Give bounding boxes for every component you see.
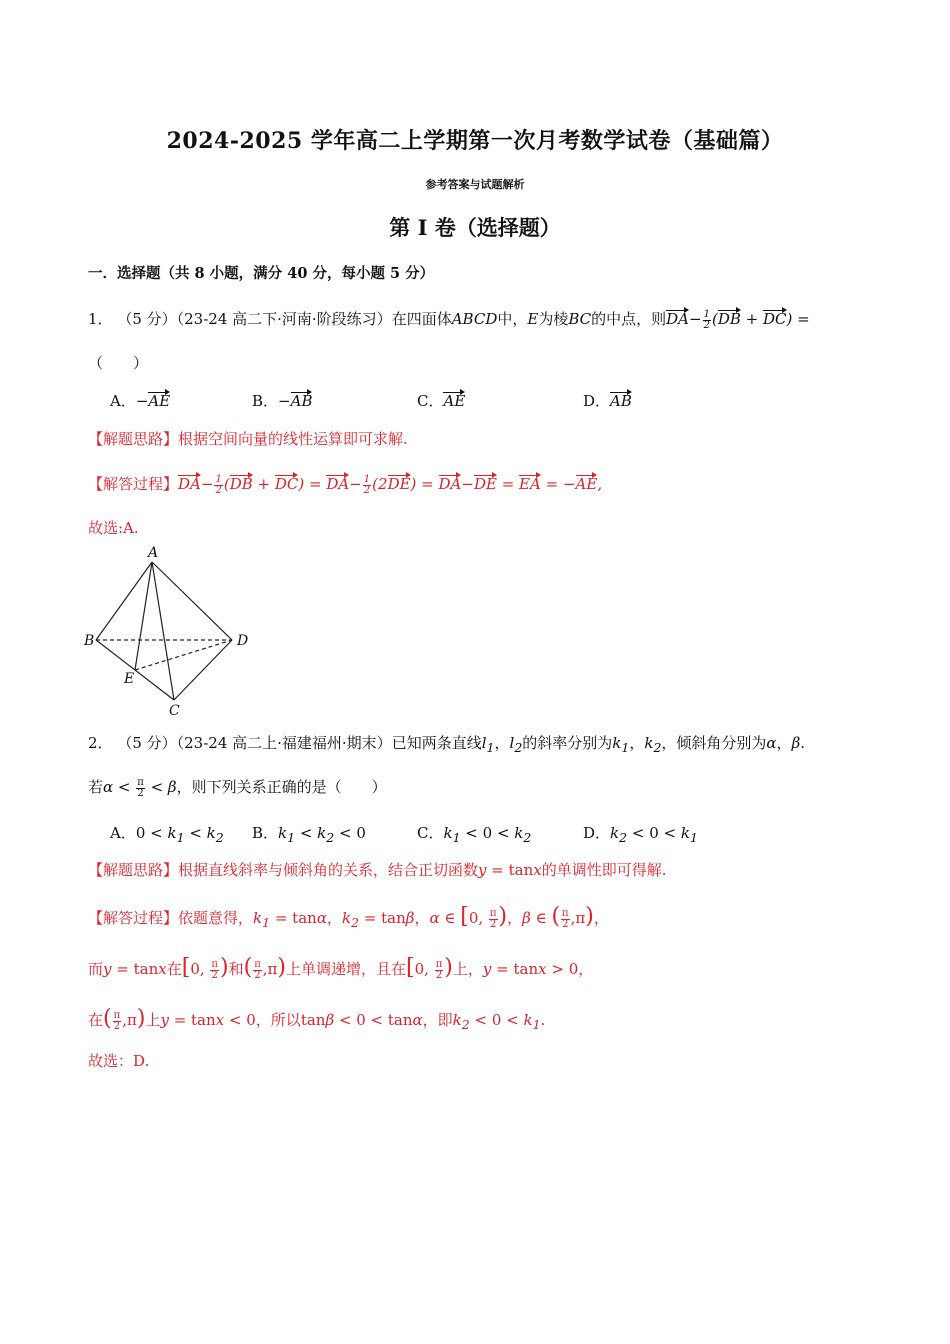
q1-idea	[88, 428, 408, 449]
q2-option-d: D．$k_2 < 0 < k_1$	[583, 824, 698, 845]
process-text: ，即	[422, 1011, 453, 1029]
idea-text: 根据直线斜率与倾斜角的关系，结合正切函数	[178, 861, 479, 879]
q2-process: 【解答过程】依题意得，$k_1 = \tan\alpha$，$k_2 = \tan\beta$，α ∈ [0, $\frac{\pi}{2}$ )，β ∈ ( $\frac{\pi}{2}$ ,π)，	[88, 904, 609, 930]
q2-stem-text: 若	[88, 778, 104, 796]
process-text: 在	[166, 960, 182, 978]
q2-process-3: 在( $\frac{\pi}{2}$ ,π)上y = tanx < 0，所以tanβ < 0 < tanα，即$k_2 < 0 < k_1$.	[88, 1006, 546, 1032]
process-label: 【解答过程】	[88, 909, 179, 927]
q1-point-e: E	[527, 310, 539, 328]
q1-stem-text: 中，	[497, 310, 528, 328]
option-label: B．	[252, 824, 279, 842]
q1-tetra-name: ABCD	[451, 310, 498, 328]
page-title: 2024-2025 学年高二上学期第一次月考数学试卷（基础篇）	[166, 128, 784, 154]
q2-answer: 故选：D.	[88, 1052, 150, 1070]
q2-stem-text: 已知两条直线	[391, 734, 482, 752]
option-label: D．	[583, 392, 611, 410]
edge-ac	[152, 562, 174, 700]
q1-option-c: C．AE	[417, 392, 466, 410]
q2-option-a: A．$0 < k_1 < k_2$	[110, 824, 224, 845]
q1-paren: （ ）	[88, 354, 149, 372]
option-label: A．	[110, 392, 136, 410]
q2-process-2: 而y = tanx在[0, $\frac{\pi}{2}$ )和( $\frac{\pi}{2}$ ,π)上单调递增，且在[0, $\frac{\pi}{2}$ )上，y = tanx > 0，	[88, 955, 594, 981]
label-a: A	[148, 545, 159, 561]
label-c: C	[169, 703, 180, 719]
process-text: 在	[88, 1011, 104, 1029]
edge-ab	[96, 562, 152, 640]
q2-stem-2: 若α < $\frac{\pi}{2}$ < β，则下列关系正确的是（ ）	[88, 776, 387, 799]
process-text: 上，	[452, 960, 483, 978]
process-text: 而	[88, 960, 104, 978]
process-text: 上单调递增，且在	[286, 960, 407, 978]
idea-label: 【解题思路】	[88, 430, 179, 448]
process-text: ，所以	[255, 1011, 301, 1029]
idea-text: 的单调性即可得解.	[541, 861, 667, 879]
q1-meta: （5 分）（23-24 高二下·河南·阶段练习）	[117, 310, 392, 328]
option-label: A．	[110, 824, 136, 842]
q2-idea: 【解题思路】根据直线斜率与倾斜角的关系，结合正切函数y = tanx的单调性即可得解.	[88, 861, 667, 879]
process-label: 【解答过程】	[88, 475, 179, 493]
q1-option-d: D．AB	[583, 392, 632, 410]
q2-stem-text: ，则下列关系正确的是（ ）	[176, 778, 387, 796]
q2-meta: （5 分）（23-24 高二上·福建福州·期末）	[117, 734, 392, 752]
q1-option-b: B．−AB	[252, 392, 313, 410]
q1-process: 【解答过程】DA− $\frac{1}{2}$ (DB + DC) = DA− $\frac{1}{2}$ (2DE) = DA−DE = EA = −AE,	[88, 473, 603, 496]
process-text: 上	[145, 1011, 161, 1029]
segment-ae	[135, 562, 152, 670]
section-heading: 一．选择题（共 8 小题，满分 40 分，每小题 5 分）	[88, 265, 435, 282]
label-d: D	[237, 633, 249, 649]
q1-stem-text: 的中点，则	[591, 310, 667, 328]
option-label: C．	[417, 392, 444, 410]
q2-number: 2．	[88, 734, 113, 752]
q1-expression: DA− $\frac{1}{2}$ (DB + DC) =	[666, 308, 810, 331]
page-subtitle: 参考答案与试题解析	[425, 178, 525, 191]
q2-stem-text: 的斜率分别为	[522, 734, 613, 752]
process-text: 和	[228, 960, 244, 978]
q1-number: 1．	[88, 310, 113, 328]
option-label: D．	[583, 824, 611, 842]
label-b: B	[84, 633, 95, 649]
q2-stem-text: ，倾斜角分别为	[661, 734, 767, 752]
option-label: C．	[417, 824, 444, 842]
edge-ad	[152, 562, 232, 640]
q2-option-b: B．$k_1 < k_2 < 0$	[252, 824, 366, 845]
q1-stem-text: 在四面体	[391, 310, 452, 328]
q1-stem	[88, 308, 810, 331]
idea-text: 根据空间向量的线性运算即可求解.	[178, 430, 408, 448]
process-text: 依题意得，	[178, 909, 254, 927]
q1-option-a: A．−AE	[110, 392, 171, 410]
q2-stem: 2． （5 分）（23-24 高二上·福建福州·期末）已知两条直线$l_1$，$l_2$的斜率分别为$k_1$，$k_2$，倾斜角分别为α，β.	[88, 734, 806, 755]
q1-stem-text: 为棱	[538, 310, 569, 328]
tetrahedron-figure	[82, 540, 262, 720]
idea-label: 【解题思路】	[88, 861, 179, 879]
volume-heading: 第 I 卷（选择题）	[389, 215, 561, 240]
label-e: E	[124, 671, 135, 687]
q2-option-c: C．$k_1 < 0 < k_2$	[417, 824, 532, 845]
option-label: B．	[252, 392, 279, 410]
q1-answer: 故选:A.	[88, 519, 139, 537]
q1-edge-bc: BC	[568, 310, 592, 328]
